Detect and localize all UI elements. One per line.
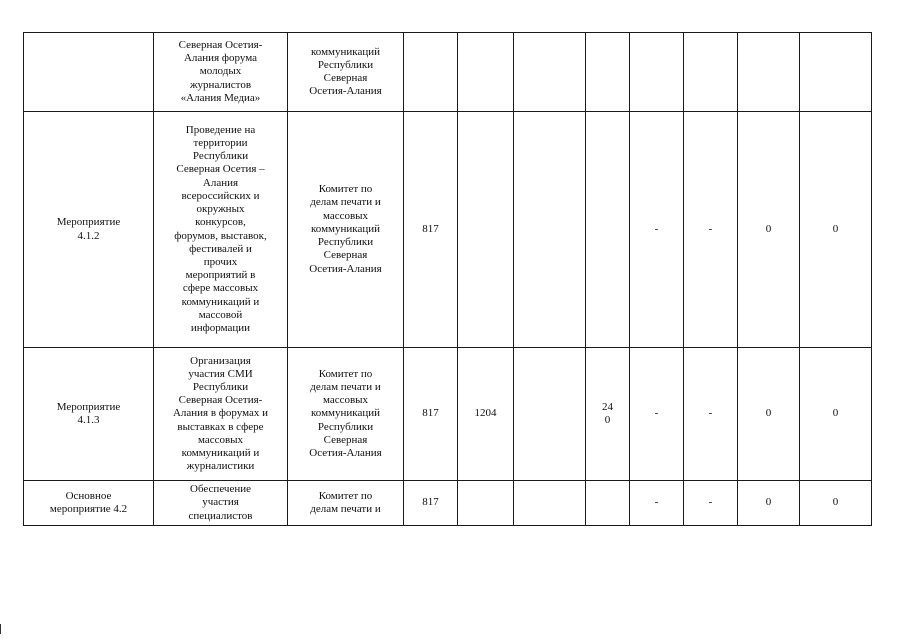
cell-rzpr (458, 112, 514, 348)
table-row (24, 33, 872, 112)
cell-name: Основное мероприятие 4.2 (24, 481, 154, 526)
cell-executor: коммуникаций Республики Северная Осетия-Алания (288, 33, 404, 112)
cell-vr (586, 33, 630, 112)
cell-value: 0 (800, 481, 872, 526)
cell-grbs: 817 (404, 112, 458, 348)
scan-edge-mark (0, 624, 1, 634)
budget-table (23, 32, 872, 526)
cell-rzpr (458, 33, 514, 112)
cell-title: Организация участия СМИ Республики Северная Осетия- Алания в форумах и выставках в сфере массовых коммуникаций и журналистики (154, 348, 288, 481)
cell-csr (514, 112, 586, 348)
cell-rzpr: 1204 (458, 348, 514, 481)
cell-value: 0 (800, 348, 872, 481)
cell-name: Мероприятие 4.1.3 (24, 348, 154, 481)
cell-value: 0 (738, 112, 800, 348)
cell-value (738, 33, 800, 112)
cell-value: - (630, 112, 684, 348)
cell-grbs: 817 (404, 348, 458, 481)
cell-vr (586, 112, 630, 348)
cell-value: - (630, 481, 684, 526)
cell-value: - (684, 481, 738, 526)
table-row (24, 348, 872, 481)
cell-value: 0 (738, 348, 800, 481)
cell-grbs (404, 33, 458, 112)
cell-csr (514, 481, 586, 526)
cell-value: 0 (738, 481, 800, 526)
cell-title: Обеспечение участия специалистов (154, 481, 288, 526)
cell-executor: Комитет по делам печати и массовых коммуникаций Республики Северная Осетия-Алания (288, 348, 404, 481)
cell-value: - (684, 348, 738, 481)
cell-value: 0 (800, 112, 872, 348)
cell-value (684, 33, 738, 112)
cell-value (800, 33, 872, 112)
table-row (24, 112, 872, 348)
cell-value: - (684, 112, 738, 348)
cell-name: Мероприятие 4.1.2 (24, 112, 154, 348)
cell-value: - (630, 348, 684, 481)
cell-vr (586, 481, 630, 526)
cell-grbs: 817 (404, 481, 458, 526)
cell-title: Проведение на территории Республики Северная Осетия – Алания всероссийских и окружных конкурсов, форумов, выставок, фестивалей и прочих мероприятий в сфере массовых коммуникаций и массовой информации (154, 112, 288, 348)
cell-csr (514, 348, 586, 481)
cell-csr (514, 33, 586, 112)
cell-rzpr (458, 481, 514, 526)
table-row (24, 481, 872, 526)
cell-vr: 24 0 (586, 348, 630, 481)
cell-value (630, 33, 684, 112)
cell-executor: Комитет по делам печати и массовых коммуникаций Республики Северная Осетия-Алания (288, 112, 404, 348)
cell-title: Северная Осетия- Алания форума молодых журналистов «Алания Медиа» (154, 33, 288, 112)
cell-executor: Комитет по делам печати и (288, 481, 404, 526)
cell-name (24, 33, 154, 112)
